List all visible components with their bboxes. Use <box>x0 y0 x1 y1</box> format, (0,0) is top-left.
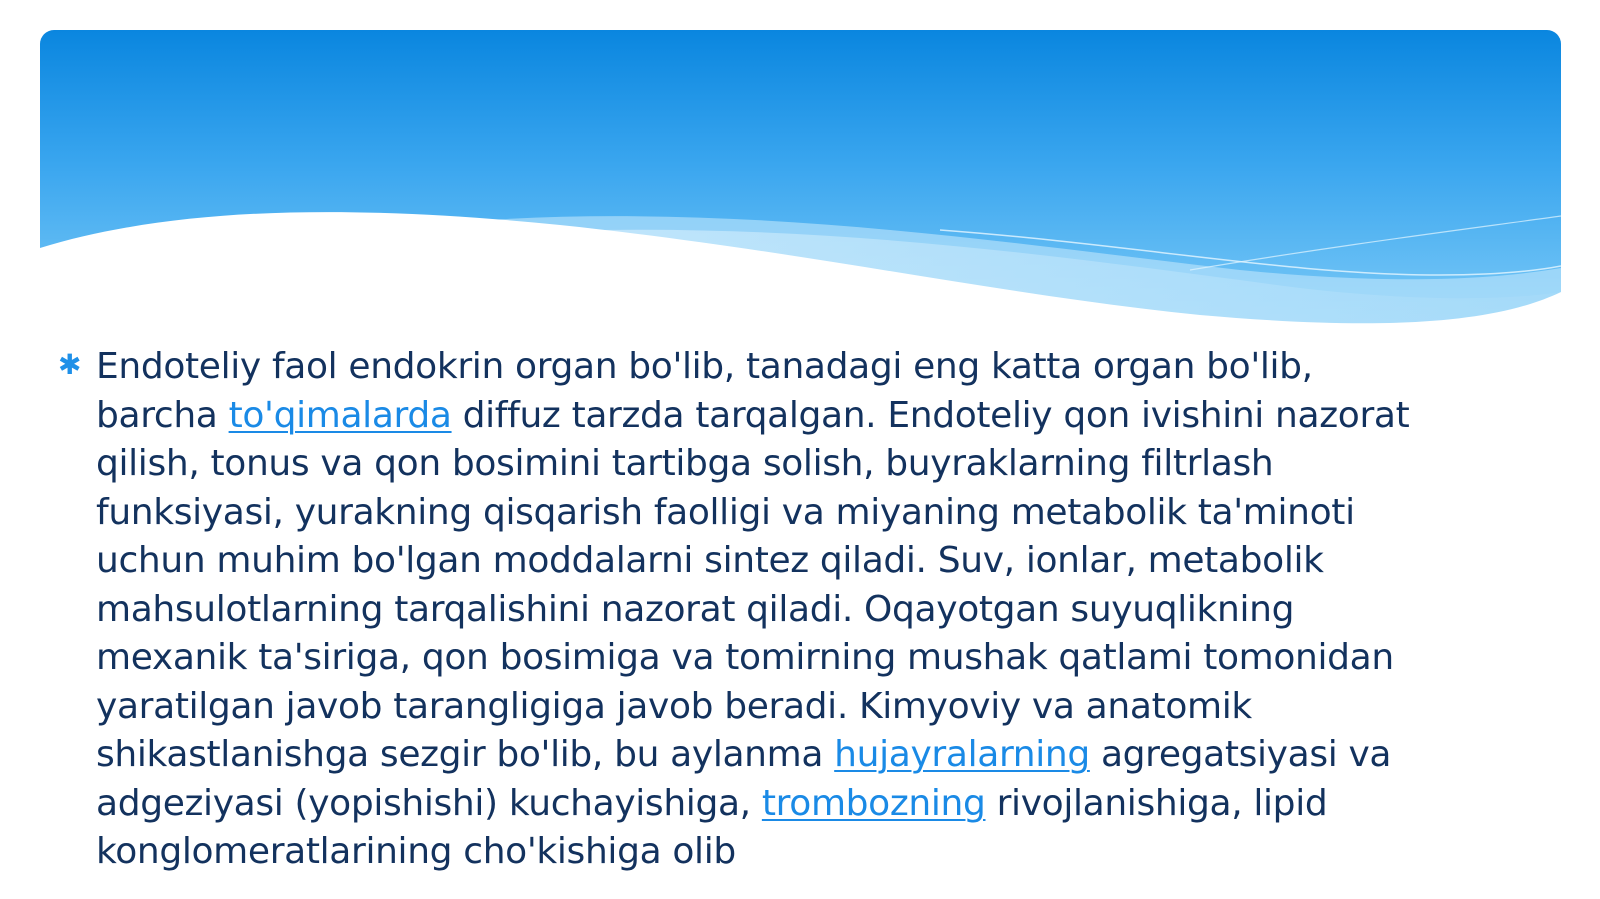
paragraph-text-2: diffuz tarzda tarqalgan. Endoteliy qon ivishini nazorat qilish, tonus va qon bosimini tartibga solish, buyraklarning filtrlash funksiyasi, yurakning qisqarish faolligi va miyaning metabolik ta'minoti uchun muhim bo'lgan moddalarni sintez qiladi. Suv, ionlar, metabolik mahsulotlarning tarqalishini nazorat qiladi. Oqayotgan suyuqlikning mexanik ta'siriga, qon bosimiga va tomirning mushak qatlami tomonidan yaratilgan javob tarangligiga javob beradi. Kimyoviy va anatomik shikastlanishga sezgir bo'lib, bu aylanma <box>96 394 1410 775</box>
paragraph-text-4: rivojlanishiga, lipid konglomeratlarining cho'kishiga olib <box>96 782 1328 872</box>
link-toqimalarda[interactable]: to'qimalarda <box>228 394 452 436</box>
content-area <box>58 343 1558 877</box>
asterisk-bullet-icon: ✱ <box>58 348 82 381</box>
bullet-item <box>58 343 1558 877</box>
wave-graphic <box>40 30 1561 330</box>
link-trombozning[interactable]: trombozning <box>761 782 986 824</box>
paragraph-text-3: agregatsiyasi va adgeziyasi (yopishishi) kuchayishiga, <box>96 734 1392 824</box>
paragraph-text-1: Endoteliy faol endokrin organ bo'lib, tanadagi eng katta organ bo'lib, barcha <box>96 346 1313 436</box>
header-wave-banner <box>40 30 1561 330</box>
body-paragraph <box>96 343 1436 877</box>
link-hujayralarning[interactable]: hujayralarning <box>834 734 1090 775</box>
